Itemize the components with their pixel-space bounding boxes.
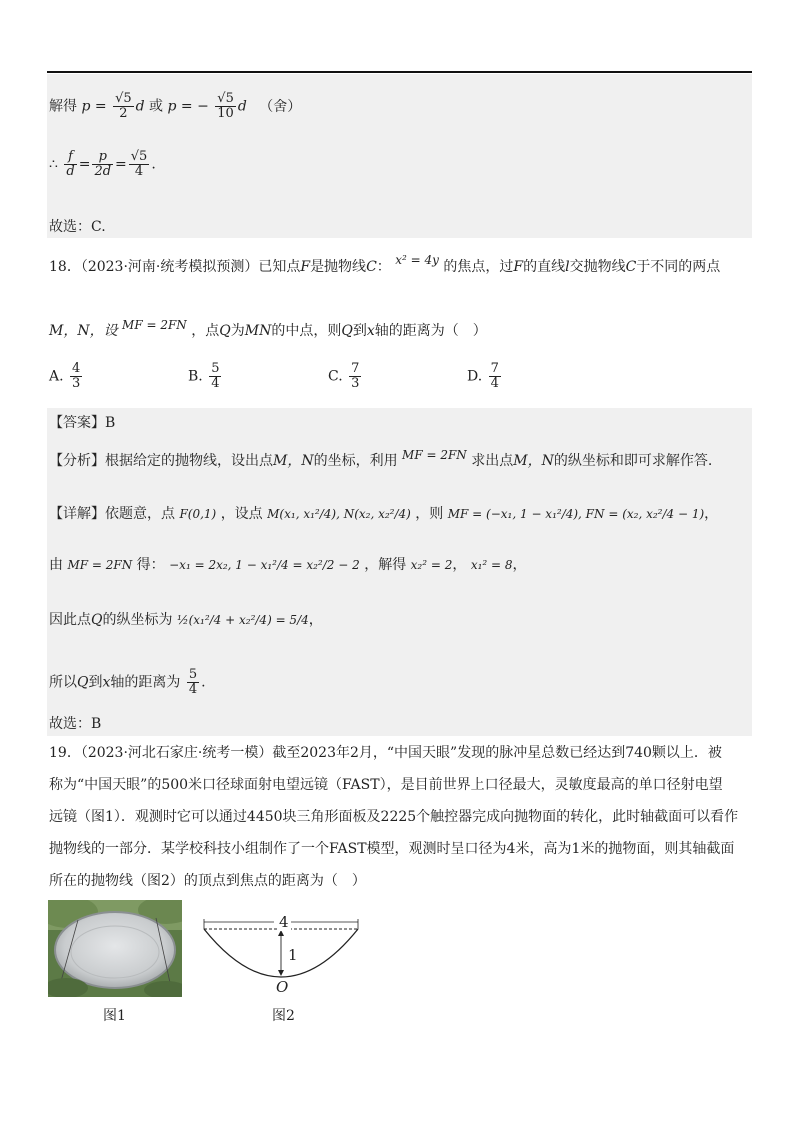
q18-from-line: 由 MF = 2FN 得： −x₁ = 2x₂, 1 − x₁²/4 = x₂²/2 − 2 ，解得 x₂² = 2， x₁² = 8， [49, 557, 527, 573]
fig2-vertex-label: O [276, 978, 289, 996]
fig2-caption: 图2 [272, 1008, 295, 1024]
q18-stem-line1: 18．（2023·河南·统考模拟预测）已知点F是抛物线C： x² = 4y 的焦点，过F的直线l交抛物线C于不同的两点 [49, 253, 721, 275]
q18-hence-line: 因此点Q的纵坐标为 ½(x₁²/4 + x₂²/4) = 5/4， [49, 612, 323, 628]
fig1-caption: 图1 [103, 1008, 126, 1024]
q18-analysis: 【分析】根据给定的抛物线，设出点M，N的坐标，利用 MF = 2FN 求出点M，N的纵坐标和即可求解作答. [49, 448, 713, 469]
q19-line4: 抛物线的一部分．某学校科技小组制作了一个FAST模型，观测时呈口径为4米，高为1米的抛物面，则其轴截面 [49, 841, 735, 857]
q18-option-a[interactable]: A. $\frac{4}{3}$ [49, 361, 81, 391]
q18-choice: 故选：B [49, 716, 102, 732]
fast-telescope-photo [48, 900, 182, 997]
q18-answer: 【答案】B [49, 415, 116, 431]
fig2-width-label: 4 [279, 913, 289, 931]
q19-line1: 19．（2023·河北石家庄·统考一模）截至2023年2月，“中国天眼”发现的脉冲星总数已经达到740颗以上．被 [49, 745, 722, 761]
prev-ratio-line: ∴ $\frac{f}{d}$ = $\frac{p}{2d}$ = $\frac{√5}{4}$ . [49, 149, 156, 179]
q18-so-line: 所以Q到x轴的距离为 $\frac{5}{4}$ . [49, 667, 206, 697]
q18-option-b[interactable]: B. $\frac{5}{4}$ [188, 361, 220, 391]
q18-option-d[interactable]: D. $\frac{7}{4}$ [467, 361, 499, 391]
q18-stem-line2: M，N，设 MF = 2FN ，点Q为MN的中点，则Q到x轴的距离为（ ） [49, 318, 487, 339]
q19-line3: 远镜（图1）．观测时它可以通过4450块三角形面板及2225个触控器完成向抛物面的转化，此时轴截面可以看作 [49, 809, 739, 825]
q19-line2: 称为“中国天眼”的500米口径球面射电望远镜（FAST），是目前世界上口径最大，灵敏度最高的单口径射电望 [49, 777, 723, 793]
q18-detail: 【详解】依题意，点 F(0,1) ，设点 M(x₁, x₁²/4), N(x₂, x₂²/4) ，则 MF = (−x₁, 1 − x₁²/4), FN = (x₂, x₂²/4 − 1)， [49, 506, 719, 522]
prev-choice: 故选：C. [49, 219, 106, 235]
q18-option-c[interactable]: C. $\frac{7}{3}$ [328, 361, 360, 391]
q19-line5: 所在的抛物线（图2）的顶点到焦点的距离为（ ） [49, 873, 366, 889]
header-rule [47, 71, 752, 73]
prev-solve-line: 解得 p = $\frac{√5}{2}$ d 或 p = − $\frac{√5}{10}$ d （舍） [49, 91, 302, 121]
fig2-height-label: 1 [288, 946, 298, 964]
